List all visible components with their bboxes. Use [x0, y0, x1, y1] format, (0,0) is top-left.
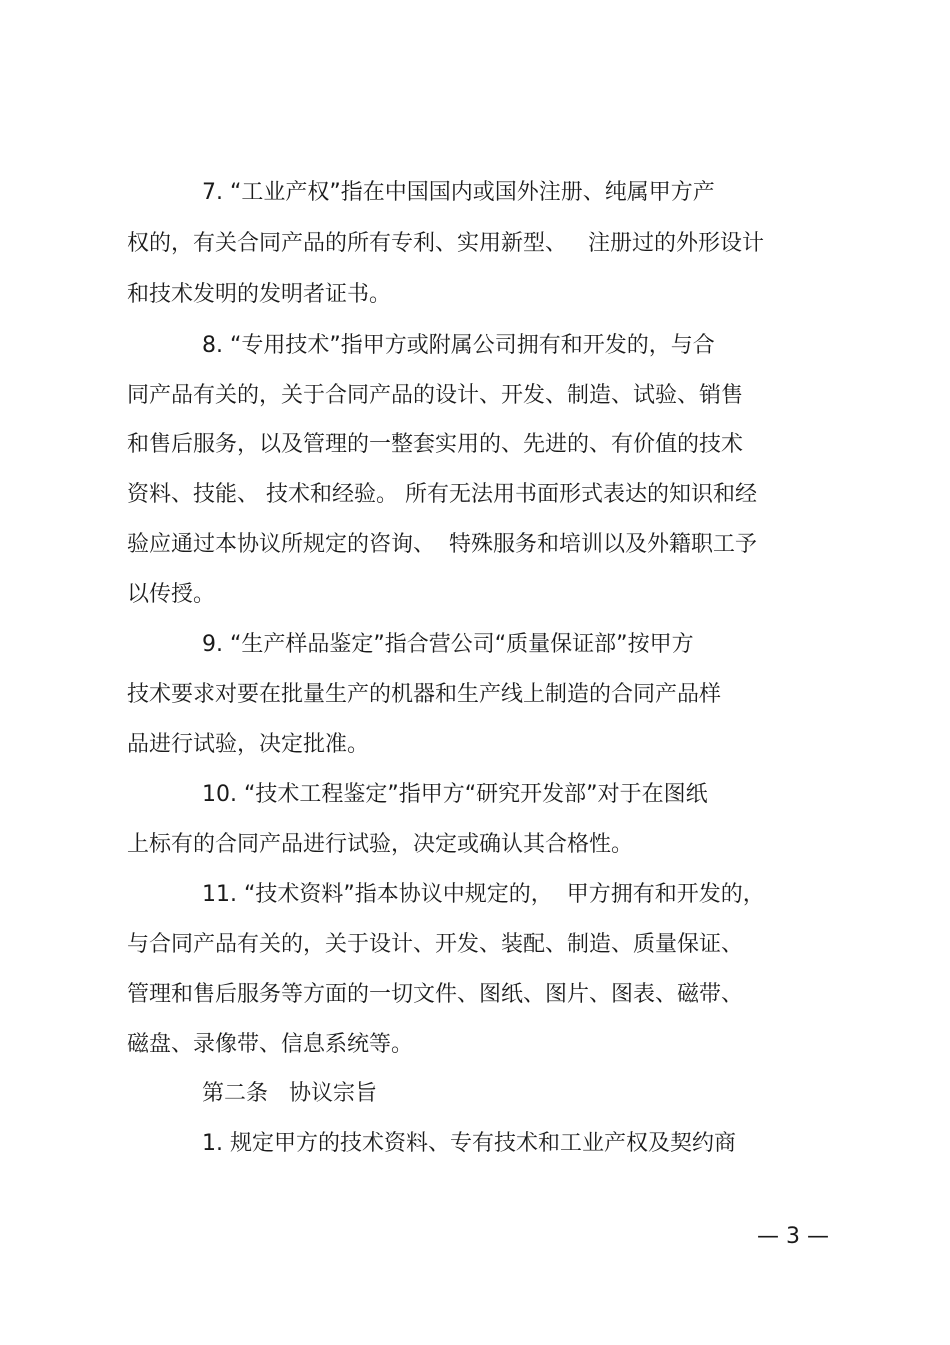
text-line: 1. 规定甲方的技术资料、专有技术和工业产权及契约商 — [202, 1131, 736, 1156]
text-line: 和售后服务，以及管理的一整套实用的、先进的、有价值的技术 — [127, 432, 744, 457]
text-line: 7. “工业产权”指在中国国内或国外注册、纯属甲方产 — [202, 180, 715, 205]
text-line: 资料、技能、 技术和经验。 所有无法用书面形式表达的知识和经 — [127, 482, 757, 507]
text-line: 上标有的合同产品进行试验，决定或确认其合格性。 — [127, 832, 634, 857]
text-line: 10. “技术工程鉴定”指甲方“研究开发部”对于在图纸 — [202, 782, 708, 807]
text-line: 磁盘、录像带、信息系统等。 — [127, 1032, 414, 1057]
text-line: 技术要求对要在批量生产的机器和生产线上制造的合同产品样 — [127, 682, 722, 707]
text-line: 同产品有关的，关于合同产品的设计、开发、制造、试验、销售 — [127, 383, 744, 408]
text-line: 权的，有关合同产品的所有专利、实用新型、 注册过的外形设计 — [127, 231, 764, 256]
text-line: 验应通过本协议所规定的咨询、 特殊服务和培训以及外籍职工予 — [127, 532, 757, 557]
text-line: 8. “专用技术”指甲方或附属公司拥有和开发的，与合 — [202, 333, 715, 358]
text-line: 9. “生产样品鉴定”指合营公司“质量保证部”按甲方 — [202, 632, 694, 657]
text-line: 和技术发明的发明者证书。 — [127, 282, 392, 307]
text-line: 与合同产品有关的，关于设计、开发、装配、制造、质量保证、 — [127, 932, 744, 957]
section-heading: 第二条 协议宗旨 — [202, 1081, 377, 1106]
text-line: 以传授。 — [127, 582, 216, 607]
page-number: — 3 — — [757, 1224, 829, 1249]
text-line: 品进行试验，决定批准。 — [127, 732, 370, 757]
text-line: 管理和售后服务等方面的一切文件、图纸、图片、图表、磁带、 — [127, 982, 744, 1007]
text-line: 11. “技术资料”指本协议中规定的， 甲方拥有和开发的， — [202, 882, 765, 907]
